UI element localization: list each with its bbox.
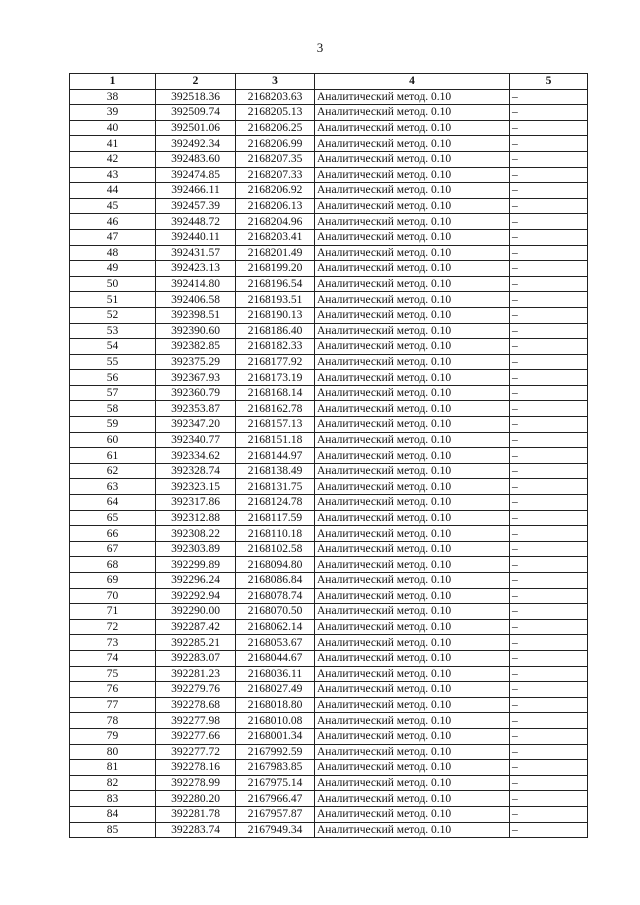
x-coordinate-cell: 392501.06 — [156, 120, 236, 136]
method-cell: Аналитический метод. 0.10 — [315, 806, 510, 822]
method-cell: Аналитический метод. 0.10 — [315, 229, 510, 245]
note-cell: – — [510, 635, 588, 651]
method-cell: Аналитический метод. 0.10 — [315, 541, 510, 557]
method-cell: Аналитический метод. 0.10 — [315, 307, 510, 323]
method-cell: Аналитический метод. 0.10 — [315, 323, 510, 339]
method-cell: Аналитический метод. 0.10 — [315, 448, 510, 464]
method-cell: Аналитический метод. 0.10 — [315, 744, 510, 760]
table-row — [70, 806, 588, 822]
method-cell: Аналитический метод. 0.10 — [315, 526, 510, 542]
table-body — [70, 89, 588, 838]
y-coordinate-cell: 2168110.18 — [236, 526, 315, 542]
method-cell: Аналитический метод. 0.10 — [315, 261, 510, 277]
note-cell: – — [510, 604, 588, 620]
y-coordinate-cell: 2168070.50 — [236, 604, 315, 620]
table-row — [70, 510, 588, 526]
method-cell: Аналитический метод. 0.10 — [315, 557, 510, 573]
method-cell: Аналитический метод. 0.10 — [315, 728, 510, 744]
table-row — [70, 151, 588, 167]
y-coordinate-cell: 2168131.75 — [236, 479, 315, 495]
x-coordinate-cell: 392278.99 — [156, 775, 236, 791]
note-cell: – — [510, 557, 588, 573]
y-coordinate-cell: 2168117.59 — [236, 510, 315, 526]
x-coordinate-cell: 392296.24 — [156, 573, 236, 589]
point-number-cell: 50 — [70, 276, 156, 292]
note-cell: – — [510, 229, 588, 245]
method-cell: Аналитический метод. 0.10 — [315, 105, 510, 121]
note-cell: – — [510, 354, 588, 370]
method-cell: Аналитический метод. 0.10 — [315, 666, 510, 682]
point-number-cell: 62 — [70, 463, 156, 479]
table-row — [70, 432, 588, 448]
y-coordinate-cell: 2168206.13 — [236, 198, 315, 214]
y-coordinate-cell: 2167992.59 — [236, 744, 315, 760]
table-row — [70, 339, 588, 355]
method-cell: Аналитический метод. 0.10 — [315, 479, 510, 495]
y-coordinate-cell: 2168203.41 — [236, 229, 315, 245]
y-coordinate-cell: 2168157.13 — [236, 417, 315, 433]
method-cell: Аналитический метод. 0.10 — [315, 245, 510, 261]
method-cell: Аналитический метод. 0.10 — [315, 604, 510, 620]
point-number-cell: 63 — [70, 479, 156, 495]
note-cell: – — [510, 822, 588, 838]
table-row — [70, 775, 588, 791]
table-row — [70, 136, 588, 152]
x-coordinate-cell: 392323.15 — [156, 479, 236, 495]
note-cell: – — [510, 697, 588, 713]
y-coordinate-cell: 2168196.54 — [236, 276, 315, 292]
method-cell: Аналитический метод. 0.10 — [315, 370, 510, 386]
y-coordinate-cell: 2168078.74 — [236, 588, 315, 604]
point-number-cell: 44 — [70, 183, 156, 199]
note-cell: – — [510, 432, 588, 448]
y-coordinate-cell: 2168086.84 — [236, 573, 315, 589]
point-number-cell: 67 — [70, 541, 156, 557]
point-number-cell: 39 — [70, 105, 156, 121]
note-cell: – — [510, 510, 588, 526]
note-cell: – — [510, 619, 588, 635]
point-number-cell: 45 — [70, 198, 156, 214]
x-coordinate-cell: 392440.11 — [156, 229, 236, 245]
table-row — [70, 728, 588, 744]
y-coordinate-cell: 2168027.49 — [236, 682, 315, 698]
method-cell: Аналитический метод. 0.10 — [315, 713, 510, 729]
x-coordinate-cell: 392290.00 — [156, 604, 236, 620]
y-coordinate-cell: 2168199.20 — [236, 261, 315, 277]
point-number-cell: 49 — [70, 261, 156, 277]
x-coordinate-cell: 392303.89 — [156, 541, 236, 557]
x-coordinate-cell: 392382.85 — [156, 339, 236, 355]
y-coordinate-cell: 2168053.67 — [236, 635, 315, 651]
note-cell: – — [510, 89, 588, 105]
table-row — [70, 120, 588, 136]
method-cell: Аналитический метод. 0.10 — [315, 214, 510, 230]
x-coordinate-cell: 392448.72 — [156, 214, 236, 230]
table-row — [70, 89, 588, 105]
method-cell: Аналитический метод. 0.10 — [315, 417, 510, 433]
table-row — [70, 744, 588, 760]
table-row — [70, 167, 588, 183]
note-cell: – — [510, 261, 588, 277]
x-coordinate-cell: 392367.93 — [156, 370, 236, 386]
x-coordinate-cell: 392406.58 — [156, 292, 236, 308]
table-row — [70, 417, 588, 433]
point-number-cell: 41 — [70, 136, 156, 152]
table-row — [70, 822, 588, 838]
table-row — [70, 666, 588, 682]
method-cell: Аналитический метод. 0.10 — [315, 697, 510, 713]
table-row — [70, 370, 588, 386]
x-coordinate-cell: 392431.57 — [156, 245, 236, 261]
y-coordinate-cell: 2168207.35 — [236, 151, 315, 167]
y-coordinate-cell: 2167957.87 — [236, 806, 315, 822]
x-coordinate-cell: 392277.66 — [156, 728, 236, 744]
note-cell: – — [510, 120, 588, 136]
point-number-cell: 55 — [70, 354, 156, 370]
note-cell: – — [510, 526, 588, 542]
table-row — [70, 323, 588, 339]
x-coordinate-cell: 392353.87 — [156, 401, 236, 417]
x-coordinate-cell: 392312.88 — [156, 510, 236, 526]
y-coordinate-cell: 2168205.13 — [236, 105, 315, 121]
method-cell: Аналитический метод. 0.10 — [315, 292, 510, 308]
note-cell: – — [510, 760, 588, 776]
point-number-cell: 85 — [70, 822, 156, 838]
point-number-cell: 70 — [70, 588, 156, 604]
y-coordinate-cell: 2167966.47 — [236, 791, 315, 807]
method-cell: Аналитический метод. 0.10 — [315, 588, 510, 604]
point-number-cell: 78 — [70, 713, 156, 729]
y-coordinate-cell: 2168206.92 — [236, 183, 315, 199]
table-row — [70, 479, 588, 495]
method-cell: Аналитический метод. 0.10 — [315, 183, 510, 199]
y-coordinate-cell: 2168018.80 — [236, 697, 315, 713]
note-cell: – — [510, 151, 588, 167]
method-cell: Аналитический метод. 0.10 — [315, 167, 510, 183]
x-coordinate-cell: 392375.29 — [156, 354, 236, 370]
point-number-cell: 53 — [70, 323, 156, 339]
y-coordinate-cell: 2168173.19 — [236, 370, 315, 386]
method-cell: Аналитический метод. 0.10 — [315, 354, 510, 370]
method-cell: Аналитический метод. 0.10 — [315, 760, 510, 776]
y-coordinate-cell: 2168102.58 — [236, 541, 315, 557]
table-row — [70, 588, 588, 604]
note-cell: – — [510, 183, 588, 199]
y-coordinate-cell: 2168206.99 — [236, 136, 315, 152]
y-coordinate-cell: 2168186.40 — [236, 323, 315, 339]
table-row — [70, 604, 588, 620]
y-coordinate-cell: 2168168.14 — [236, 385, 315, 401]
table-row — [70, 229, 588, 245]
x-coordinate-cell: 392281.23 — [156, 666, 236, 682]
note-cell: – — [510, 495, 588, 511]
x-coordinate-cell: 392334.62 — [156, 448, 236, 464]
table-row — [70, 183, 588, 199]
table-row — [70, 573, 588, 589]
x-coordinate-cell: 392398.51 — [156, 307, 236, 323]
y-coordinate-cell: 2168182.33 — [236, 339, 315, 355]
note-cell: – — [510, 276, 588, 292]
method-cell: Аналитический метод. 0.10 — [315, 495, 510, 511]
point-number-cell: 65 — [70, 510, 156, 526]
note-cell: – — [510, 791, 588, 807]
note-cell: – — [510, 744, 588, 760]
note-cell: – — [510, 401, 588, 417]
point-number-cell: 68 — [70, 557, 156, 573]
point-number-cell: 52 — [70, 307, 156, 323]
x-coordinate-cell: 392466.11 — [156, 183, 236, 199]
y-coordinate-cell: 2168144.97 — [236, 448, 315, 464]
point-number-cell: 57 — [70, 385, 156, 401]
table-row — [70, 650, 588, 666]
x-coordinate-cell: 392509.74 — [156, 105, 236, 121]
note-cell: – — [510, 198, 588, 214]
y-coordinate-cell: 2167983.85 — [236, 760, 315, 776]
note-cell: – — [510, 307, 588, 323]
note-cell: – — [510, 806, 588, 822]
note-cell: – — [510, 167, 588, 183]
header-col-5: 5 — [510, 74, 588, 90]
point-number-cell: 51 — [70, 292, 156, 308]
x-coordinate-cell: 392308.22 — [156, 526, 236, 542]
method-cell: Аналитический метод. 0.10 — [315, 822, 510, 838]
method-cell: Аналитический метод. 0.10 — [315, 120, 510, 136]
y-coordinate-cell: 2168010.08 — [236, 713, 315, 729]
table-row — [70, 682, 588, 698]
y-coordinate-cell: 2168204.96 — [236, 214, 315, 230]
table-row — [70, 385, 588, 401]
x-coordinate-cell: 392299.89 — [156, 557, 236, 573]
point-number-cell: 59 — [70, 417, 156, 433]
method-cell: Аналитический метод. 0.10 — [315, 510, 510, 526]
method-cell: Аналитический метод. 0.10 — [315, 791, 510, 807]
method-cell: Аналитический метод. 0.10 — [315, 619, 510, 635]
note-cell: – — [510, 385, 588, 401]
x-coordinate-cell: 392281.78 — [156, 806, 236, 822]
x-coordinate-cell: 392278.68 — [156, 697, 236, 713]
note-cell: – — [510, 541, 588, 557]
point-number-cell: 60 — [70, 432, 156, 448]
point-number-cell: 77 — [70, 697, 156, 713]
point-number-cell: 46 — [70, 214, 156, 230]
x-coordinate-cell: 392328.74 — [156, 463, 236, 479]
note-cell: – — [510, 292, 588, 308]
table-row — [70, 105, 588, 121]
point-number-cell: 58 — [70, 401, 156, 417]
x-coordinate-cell: 392285.21 — [156, 635, 236, 651]
x-coordinate-cell: 392414.80 — [156, 276, 236, 292]
note-cell: – — [510, 136, 588, 152]
y-coordinate-cell: 2168201.49 — [236, 245, 315, 261]
method-cell: Аналитический метод. 0.10 — [315, 136, 510, 152]
point-number-cell: 73 — [70, 635, 156, 651]
method-cell: Аналитический метод. 0.10 — [315, 276, 510, 292]
y-coordinate-cell: 2168124.78 — [236, 495, 315, 511]
method-cell: Аналитический метод. 0.10 — [315, 385, 510, 401]
y-coordinate-cell: 2168036.11 — [236, 666, 315, 682]
point-number-cell: 72 — [70, 619, 156, 635]
y-coordinate-cell: 2167975.14 — [236, 775, 315, 791]
note-cell: – — [510, 463, 588, 479]
x-coordinate-cell: 392360.79 — [156, 385, 236, 401]
table-row — [70, 245, 588, 261]
note-cell: – — [510, 339, 588, 355]
method-cell: Аналитический метод. 0.10 — [315, 650, 510, 666]
point-number-cell: 47 — [70, 229, 156, 245]
y-coordinate-cell: 2168094.80 — [236, 557, 315, 573]
x-coordinate-cell: 392283.74 — [156, 822, 236, 838]
table-row — [70, 635, 588, 651]
point-number-cell: 66 — [70, 526, 156, 542]
y-coordinate-cell: 2167949.34 — [236, 822, 315, 838]
point-number-cell: 84 — [70, 806, 156, 822]
table-row — [70, 557, 588, 573]
note-cell: – — [510, 650, 588, 666]
point-number-cell: 64 — [70, 495, 156, 511]
x-coordinate-cell: 392518.36 — [156, 89, 236, 105]
point-number-cell: 81 — [70, 760, 156, 776]
method-cell: Аналитический метод. 0.10 — [315, 463, 510, 479]
note-cell: – — [510, 417, 588, 433]
method-cell: Аналитический метод. 0.10 — [315, 573, 510, 589]
y-coordinate-cell: 2168177.92 — [236, 354, 315, 370]
method-cell: Аналитический метод. 0.10 — [315, 151, 510, 167]
note-cell: – — [510, 666, 588, 682]
x-coordinate-cell: 392483.60 — [156, 151, 236, 167]
table-row — [70, 526, 588, 542]
point-number-cell: 40 — [70, 120, 156, 136]
note-cell: – — [510, 105, 588, 121]
note-cell: – — [510, 448, 588, 464]
point-number-cell: 74 — [70, 650, 156, 666]
note-cell: – — [510, 245, 588, 261]
table-row — [70, 619, 588, 635]
table-row — [70, 760, 588, 776]
page-number: 3 — [316, 40, 324, 55]
table-row — [70, 307, 588, 323]
point-number-cell: 42 — [70, 151, 156, 167]
point-number-cell: 38 — [70, 89, 156, 105]
y-coordinate-cell: 2168207.33 — [236, 167, 315, 183]
point-number-cell: 48 — [70, 245, 156, 261]
y-coordinate-cell: 2168190.13 — [236, 307, 315, 323]
y-coordinate-cell: 2168044.67 — [236, 650, 315, 666]
point-number-cell: 61 — [70, 448, 156, 464]
x-coordinate-cell: 392277.72 — [156, 744, 236, 760]
x-coordinate-cell: 392492.34 — [156, 136, 236, 152]
y-coordinate-cell: 2168062.14 — [236, 619, 315, 635]
point-number-cell: 54 — [70, 339, 156, 355]
table-row — [70, 713, 588, 729]
header-col-3: 3 — [236, 74, 315, 90]
method-cell: Аналитический метод. 0.10 — [315, 432, 510, 448]
x-coordinate-cell: 392279.76 — [156, 682, 236, 698]
point-number-cell: 82 — [70, 775, 156, 791]
coordinates-table — [69, 73, 588, 838]
point-number-cell: 75 — [70, 666, 156, 682]
x-coordinate-cell: 392457.39 — [156, 198, 236, 214]
y-coordinate-cell: 2168151.18 — [236, 432, 315, 448]
x-coordinate-cell: 392277.98 — [156, 713, 236, 729]
y-coordinate-cell: 2168206.25 — [236, 120, 315, 136]
note-cell: – — [510, 479, 588, 495]
point-number-cell: 79 — [70, 728, 156, 744]
y-coordinate-cell: 2168162.78 — [236, 401, 315, 417]
table-row — [70, 292, 588, 308]
method-cell: Аналитический метод. 0.10 — [315, 89, 510, 105]
table-row — [70, 463, 588, 479]
note-cell: – — [510, 713, 588, 729]
point-number-cell: 83 — [70, 791, 156, 807]
point-number-cell: 56 — [70, 370, 156, 386]
header-col-2: 2 — [156, 74, 236, 90]
table-header-row — [70, 74, 588, 90]
y-coordinate-cell: 2168001.34 — [236, 728, 315, 744]
note-cell: – — [510, 775, 588, 791]
note-cell: – — [510, 728, 588, 744]
table-row — [70, 541, 588, 557]
table-row — [70, 697, 588, 713]
point-number-cell: 43 — [70, 167, 156, 183]
table-row — [70, 354, 588, 370]
method-cell: Аналитический метод. 0.10 — [315, 635, 510, 651]
x-coordinate-cell: 392340.77 — [156, 432, 236, 448]
method-cell: Аналитический метод. 0.10 — [315, 682, 510, 698]
note-cell: – — [510, 588, 588, 604]
header-col-4: 4 — [315, 74, 510, 90]
point-number-cell: 71 — [70, 604, 156, 620]
x-coordinate-cell: 392287.42 — [156, 619, 236, 635]
x-coordinate-cell: 392280.20 — [156, 791, 236, 807]
table-row — [70, 448, 588, 464]
table-row — [70, 198, 588, 214]
method-cell: Аналитический метод. 0.10 — [315, 339, 510, 355]
x-coordinate-cell: 392292.94 — [156, 588, 236, 604]
table-row — [70, 791, 588, 807]
x-coordinate-cell: 392283.07 — [156, 650, 236, 666]
method-cell: Аналитический метод. 0.10 — [315, 198, 510, 214]
table-row — [70, 401, 588, 417]
x-coordinate-cell: 392390.60 — [156, 323, 236, 339]
point-number-cell: 69 — [70, 573, 156, 589]
table-row — [70, 214, 588, 230]
header-col-1: 1 — [70, 74, 156, 90]
point-number-cell: 80 — [70, 744, 156, 760]
x-coordinate-cell: 392347.20 — [156, 417, 236, 433]
y-coordinate-cell: 2168203.63 — [236, 89, 315, 105]
y-coordinate-cell: 2168193.51 — [236, 292, 315, 308]
x-coordinate-cell: 392317.86 — [156, 495, 236, 511]
table-row — [70, 276, 588, 292]
x-coordinate-cell: 392278.16 — [156, 760, 236, 776]
note-cell: – — [510, 323, 588, 339]
note-cell: – — [510, 573, 588, 589]
x-coordinate-cell: 392474.85 — [156, 167, 236, 183]
table-row — [70, 495, 588, 511]
x-coordinate-cell: 392423.13 — [156, 261, 236, 277]
note-cell: – — [510, 370, 588, 386]
note-cell: – — [510, 682, 588, 698]
method-cell: Аналитический метод. 0.10 — [315, 401, 510, 417]
note-cell: – — [510, 214, 588, 230]
point-number-cell: 76 — [70, 682, 156, 698]
y-coordinate-cell: 2168138.49 — [236, 463, 315, 479]
table-row — [70, 261, 588, 277]
method-cell: Аналитический метод. 0.10 — [315, 775, 510, 791]
